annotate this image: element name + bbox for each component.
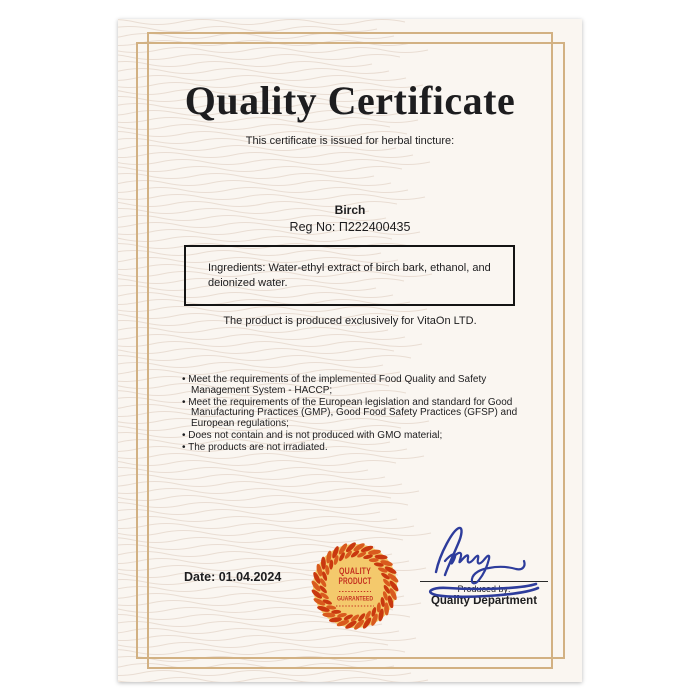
badge-text-product: PRODUCT: [338, 576, 372, 586]
requirement-item: • The products are not irradiated.: [182, 442, 328, 454]
ingredients-text: Ingredients: Water-ethyl extract of birch bark, ethanol, and deionized water.: [208, 261, 491, 289]
certificate-subtitle: This certificate is issued for herbal tincture:: [245, 135, 455, 147]
requirement-item: • Meet the requirements of the implemented Food Quality and Safety Management System - HACCP;: [182, 374, 487, 396]
badge-text-guaranteed: GUARANTEED: [337, 595, 374, 603]
produced-by-department: Quality Department: [430, 595, 538, 607]
certificate-page: [118, 19, 582, 682]
registration-number: Reg No: П222400435: [289, 220, 411, 234]
produced-by-label: Produced by:: [457, 584, 511, 594]
signature-block: [406, 517, 562, 629]
requirement-item: • Meet the requirements of the European legislation and standard for Good Manufacturing Practices (GMP), Good Food Safety Practices (GFSP) and European regulations;: [182, 396, 518, 429]
requirements-list: [182, 375, 546, 455]
requirement-item: • Does not contain and is not produced with GMO material;: [182, 429, 443, 441]
certificate-title: Quality Certificate: [184, 78, 516, 123]
exclusivity-statement: The product is produced exclusively for VitaOn LTD.: [223, 315, 477, 327]
handwritten-signature: [406, 517, 562, 621]
product-name: Birch: [334, 203, 366, 217]
quality-guarantee-badge: [305, 536, 405, 636]
ingredients-box: [184, 245, 515, 306]
issue-date: Date: 01.04.2024: [184, 570, 282, 584]
badge-text-quality: QUALITY: [339, 566, 371, 576]
